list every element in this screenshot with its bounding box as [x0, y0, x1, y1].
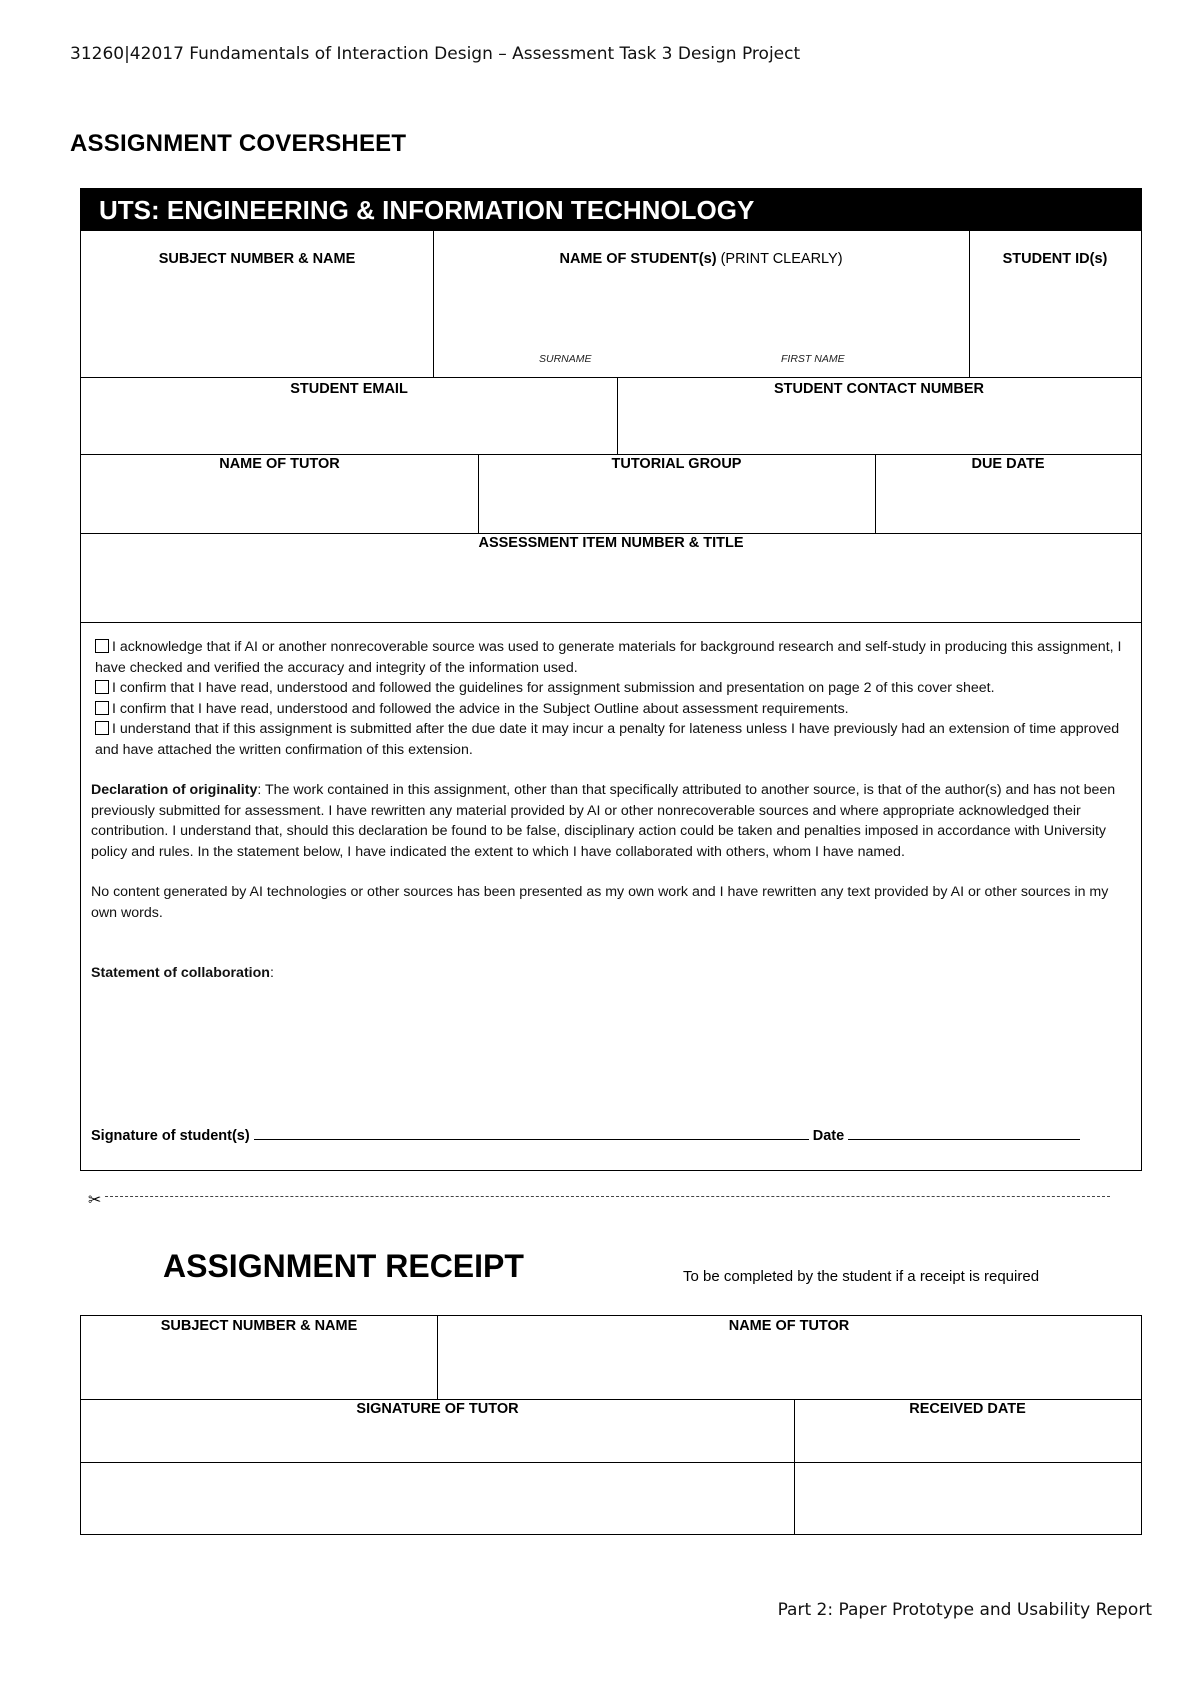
assessment-item-field[interactable]: [81, 533, 1141, 622]
receipt-note: To be completed by the student if a receipt is required: [683, 1268, 1040, 1285]
receipt-title: ASSIGNMENT RECEIPT: [163, 1248, 524, 1284]
late-penalty-checkbox[interactable]: [95, 721, 109, 735]
subject-label: SUBJECT NUMBER & NAME: [158, 251, 356, 267]
student-id-label: STUDENT ID(s): [1002, 251, 1108, 267]
tutor-label: NAME OF TUTOR: [219, 456, 340, 472]
student-name-label-text: NAME OF STUDENT(s): [559, 251, 717, 267]
first-name-label: FIRST NAME: [781, 353, 845, 365]
scissors-icon: ✂: [88, 1190, 105, 1210]
student-email-label: STUDENT EMAIL: [290, 381, 408, 397]
coversheet-title: ASSIGNMENT COVERSHEET: [70, 130, 407, 157]
surname-label: SURNAME: [539, 353, 592, 365]
student-id-field[interactable]: [969, 231, 1141, 377]
ai-acknowledge-checkbox[interactable]: [95, 639, 109, 653]
late-penalty-text: I understand that if this assignment is submitted after the due date it may incur a penalty for lateness unless I have previously had an extension of time approved and have attached the written confirmation of this extension.: [95, 721, 1120, 758]
date-input[interactable]: [848, 1127, 1080, 1140]
received-date-field[interactable]: [794, 1399, 1141, 1462]
receipt-subject-label: SUBJECT NUMBER & NAME: [160, 1318, 358, 1334]
due-date-label: DUE DATE: [971, 456, 1045, 472]
receipt-tutor-field[interactable]: [437, 1316, 1141, 1399]
collaboration-label: Statement of collaboration: [91, 965, 270, 981]
assessment-item-label: ASSESSMENT ITEM NUMBER & TITLE: [478, 535, 744, 551]
tutorial-group-label: TUTORIAL GROUP: [611, 456, 742, 472]
originality-label: Declaration of originality: [91, 782, 258, 798]
tutor-signature-input[interactable]: [81, 1462, 794, 1534]
tutor-field[interactable]: [81, 454, 478, 533]
tutor-signature-label: SIGNATURE OF TUTOR: [356, 1401, 519, 1417]
student-contact-field[interactable]: [617, 377, 1141, 454]
subject-outline-checkbox[interactable]: [95, 701, 109, 715]
tutor-signature-field[interactable]: [81, 1399, 794, 1462]
guidelines-checkbox[interactable]: [95, 680, 109, 694]
received-date-label: RECEIVED DATE: [909, 1401, 1026, 1417]
faculty-banner: UTS: ENGINEERING & INFORMATION TECHNOLOGY: [81, 189, 1141, 231]
subject-outline-text: I confirm that I have read, understood and followed the advice in the Subject Outline about assessment requirements.: [112, 700, 849, 717]
receipt-form: [80, 1315, 1142, 1535]
originality-text: : The work contained in this assignment, other than that specifically attributed to another source, is that of the author(s) and has not been previously submitted for assessment. I have rewritten any material provided by AI or other nonrecoverable sources and where appropriate acknowledged their contribution. I understand that, should this declaration be found to be false, disciplinary action could be taken and penalties imposed in accordance with University policy and rules. In the statement below, I have indicated the extent to which I have collaborated with others, whom I have named.: [91, 782, 1116, 860]
received-date-input[interactable]: [794, 1462, 1141, 1534]
running-header: 31260|42017 Fundamentals of Interaction Design – Assessment Task 3 Design Project: [70, 44, 801, 64]
subject-field[interactable]: [81, 231, 433, 377]
student-name-field[interactable]: [433, 231, 969, 377]
signature-label: Signature of student(s): [91, 1128, 250, 1144]
collaboration-input[interactable]: [91, 1075, 1131, 1119]
running-footer: Part 2: Paper Prototype and Usability Report: [777, 1600, 1152, 1620]
tutorial-group-field[interactable]: [478, 454, 875, 533]
signature-input[interactable]: [254, 1127, 809, 1140]
receipt-subject-field[interactable]: [81, 1316, 437, 1399]
due-date-field[interactable]: [875, 454, 1141, 533]
cut-line: [90, 1196, 1110, 1197]
print-clearly-note: (PRINT CLEARLY): [720, 251, 843, 267]
student-contact-label: STUDENT CONTACT NUMBER: [774, 381, 984, 397]
date-label: Date: [812, 1128, 845, 1144]
guidelines-text: I confirm that I have read, understood and followed the guidelines for assignment submission and presentation on page 2 of this cover sheet.: [112, 680, 995, 696]
receipt-tutor-label: NAME OF TUTOR: [728, 1318, 850, 1334]
ai-statement: No content generated by AI technologies or other sources has been presented as my own work and I have rewritten any text provided by AI or other sources in my own words.: [91, 884, 1109, 921]
ai-acknowledge-text: I acknowledge that if AI or another nonrecoverable source was used to generate materials for background research and self-study in producing this assignment, I have checked and verified the accuracy and integrity of the information used.: [95, 639, 1122, 676]
signature-row: [91, 1127, 1080, 1144]
declarations: I acknowledge that if AI or another nonrecoverable source was used to generate materials for background research and self-study in producing this assignment, I have checked and verified the accuracy and integrity of the information used. I confirm that I have read, understood and followed the guidelines for assignment submission and presentation on page 2 of this cover sheet. I confirm that I have read, understood and followed the advice in the Subject Outline about assessment requirements. I understand that if this assignment is submitted after the due date it may incur a penalty for lateness unless I have previously had an extension of time approved and have attached the written confirmation of this extension. Declaration of originality: The work contained in this assignment, other than that specifically attributed to another source, is that of the author(s) and has not been previously submitted for assessment. I have rewritten any material provided by AI or other nonrecoverable sources and where appropriate acknowledged their contribution. I understand that, should this declaration be found to be false, disciplinary action could be taken and penalties imposed in accordance with University policy and rules. In the statement below, I have indicated the extent to which I have collaborated with others, whom I have named. No content generated by AI technologies or other sources has been presented as my own work and I have rewritten any text provided by AI or other sources in my own words. Statement of collaboration:: [91, 637, 1131, 984]
coversheet-form: [80, 188, 1142, 1171]
student-name-label: [433, 251, 969, 267]
student-email-field[interactable]: [81, 377, 617, 454]
